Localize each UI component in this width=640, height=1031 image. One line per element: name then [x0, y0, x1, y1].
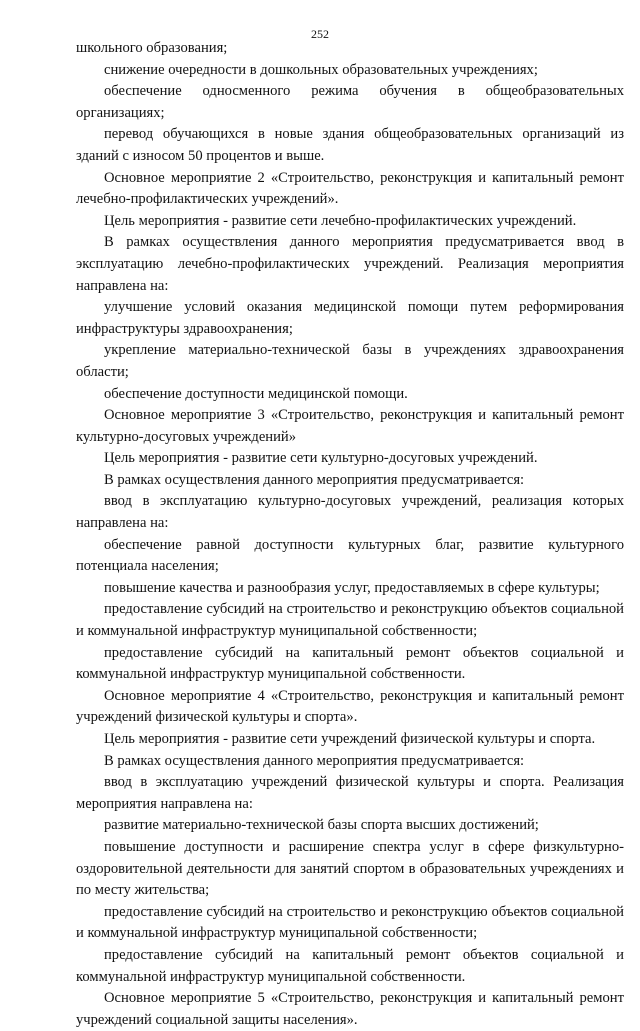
paragraph: снижение очередности в дошкольных образовательных учреждениях;: [104, 61, 538, 78]
paragraph: В рамках осуществления данного мероприятия предусматривается:: [104, 752, 525, 769]
paragraph: Цель мероприятия - развитие сети культурно-досуговых учреждений.: [104, 450, 538, 467]
document-body: [76, 38, 624, 1031]
paragraph: предоставление субсидий на строительство и реконструкцию объектов социальной и коммунальной инфраструктур муниципальной собственности;: [76, 601, 624, 640]
paragraph: Основное мероприятие 2 «Строительство, реконструкция и капитальный ремонт лечебно-профилактических учреждений».: [76, 169, 624, 208]
paragraph: Основное мероприятие 5 «Строительство, реконструкция и капитальный ремонт учреждений социальной защиты населения».: [76, 990, 624, 1028]
paragraph: перевод обучающихся в новые здания общеобразовательных организаций из зданий с износом 50 процентов и выше.: [76, 126, 624, 164]
paragraph: обеспечение односменного режима обучения в общеобразовательных организациях;: [76, 83, 624, 121]
paragraph: Основное мероприятие 4 «Строительство, реконструкция и капитальный ремонт учреждений физической культуры и спорта».: [76, 687, 624, 726]
paragraph: повышение доступности и расширение спектра услуг в сфере физкультурно-оздоровительной деятельности для занятий спортом в образовательных учреждениях и по месту жительства;: [76, 838, 624, 899]
paragraph: Основное мероприятие 3 «Строительство, реконструкция и капитальный ремонт культурно-досуговых учреждений»: [76, 407, 624, 445]
paragraph: В рамках осуществления данного мероприятия предусматривается:: [104, 471, 525, 488]
paragraph: ввод в эксплуатацию учреждений физической культуры и спорта. Реализация мероприятия направлена на:: [76, 774, 624, 812]
paragraph: улучшение условий оказания медицинской помощи путем реформирования инфраструктуры здравоохранения;: [76, 299, 624, 337]
paragraph: предоставление субсидий на капитальный ремонт объектов социальной и коммунальной инфраструктур муниципальной собственности.: [76, 946, 624, 985]
paragraph: школьного образования;: [76, 40, 228, 56]
paragraph: укрепление материально-технической базы в учреждениях здравоохранения области;: [76, 342, 624, 380]
paragraph: обеспечение равной доступности культурных благ, развитие культурного потенциала населения;: [76, 536, 624, 575]
paragraph: ввод в эксплуатацию культурно-досуговых учреждений, реализация которых направлена на:: [76, 493, 624, 532]
paragraph: Цель мероприятия - развитие сети лечебно-профилактических учреждений.: [104, 212, 577, 229]
page-number: 252: [311, 27, 329, 41]
paragraph: предоставление субсидий на капитальный ремонт объектов социальной и коммунальной инфраструктур муниципальной собственности.: [76, 644, 624, 683]
paragraph: развитие материально-технической базы спорта высших достижений;: [104, 817, 539, 834]
paragraph: предоставление субсидий на строительство и реконструкцию объектов социальной и коммунальной инфраструктур муниципальной собственности;: [76, 903, 624, 942]
paragraph: обеспечение доступности медицинской помощи.: [104, 385, 408, 402]
paragraph: В рамках осуществления данного мероприятия предусматривается ввод в эксплуатацию лечебно-профилактических учреждений. Реализация мероприятия направлена на:: [76, 234, 624, 294]
paragraph: Цель мероприятия - развитие сети учреждений физической культуры и спорта.: [104, 731, 596, 747]
paragraph: повышение качества и разнообразия услуг, предоставляемых в сфере культуры;: [104, 579, 600, 596]
